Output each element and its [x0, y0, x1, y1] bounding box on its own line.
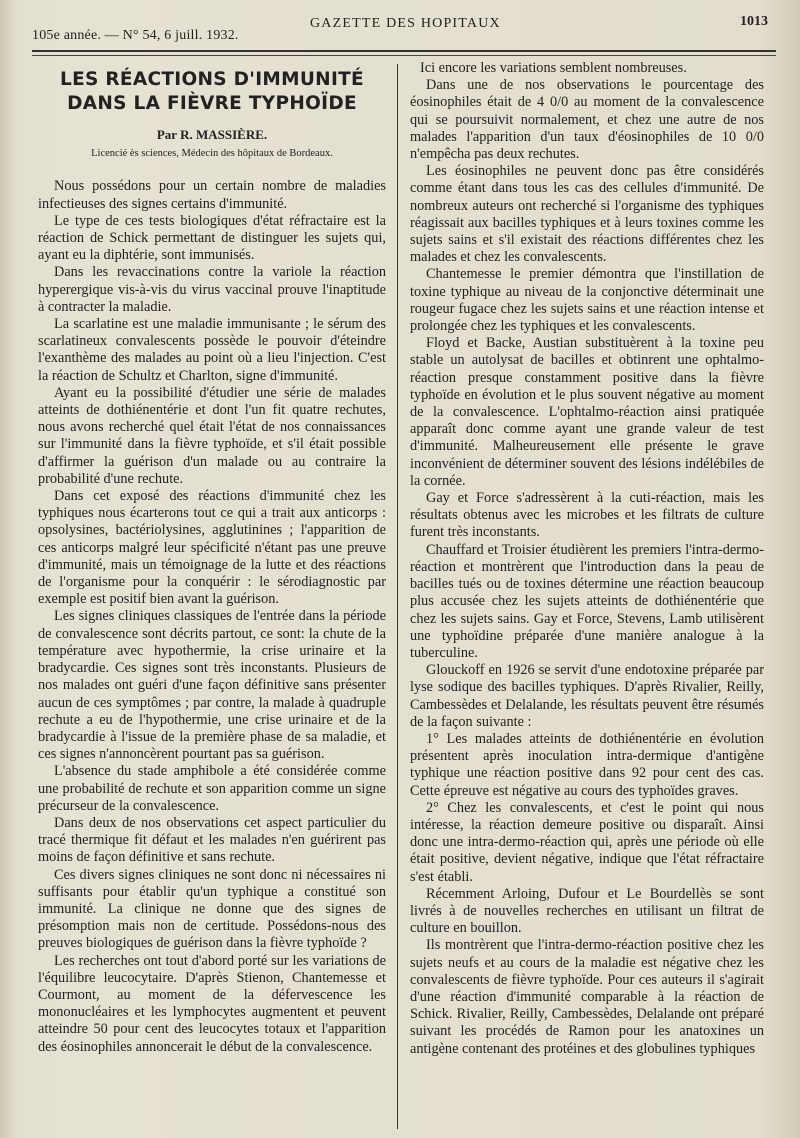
title-line-2: DANS LA FIÈVRE TYPHOÏDE	[67, 93, 357, 114]
paragraph: 2° Chez les convalescents, et c'est le point qui nous intéresse, la réaction demeure positive ou disparaît. Ainsi donc une intra-dermo-réaction qui, après une période où elle était positive, devient négative, indique que l'état réfractaire s'est établi.	[410, 799, 764, 885]
paragraph: Les éosinophiles ne peuvent donc pas être considérés comme étant dans tous les cas des cellules d'immunité. De nombreux auteurs ont recherché si l'organisme des typhiques réagissait aux bacilles typhiques et à leurs toxines comme les sujets sains et s'il existait des réactions différentes chez les malades et chez les convalescents.	[410, 163, 764, 266]
paragraph: Dans deux de nos observations cet aspect particulier du tracé thermique fit défaut et les malades n'en guérirent pas moins de façon définitive et sans rechute.	[38, 814, 386, 866]
paragraph: L'absence du stade amphibole a été considérée comme une probabilité de rechute et son apparition comme un signe précurseur de la convalescence.	[38, 763, 386, 814]
paragraph: Gay et Force s'adressèrent à la cuti-réaction, mais les résultats obtenus avec les microbes et les filtrats de culture furent très inconstants.	[410, 490, 764, 541]
paragraph: Ici encore les variations semblent nombreuses.	[420, 60, 687, 76]
paragraph: 1° Les malades atteints de dothiénentérie en évolution présentent après inoculation intra-dermique d'antigène typhique une réaction positive dans 92 pour cent des cas. Cette épreuve est négative au cours des typhoïdes graves.	[410, 730, 764, 799]
paragraph: Dans les revaccinations contre la variole la réaction hyperergique vis-à-vis du virus vaccinal prouve l'inaptitude à contracter la maladie.	[38, 264, 386, 315]
paragraph: Dans une de nos observations le pourcentage des éosinophiles était de 4 0/0 au moment de la convalescence qui se poursuivit normalement, et chez une autre de nos malades l'apparition d'un taux d'éosinophiles de 10 0/0 n'empêcha pas deux rechutes.	[410, 77, 764, 163]
paragraph: Ces divers signes cliniques ne sont donc ni nécessaires ni suffisants pour établir qu'un typhique a constitué son immunité. La clinique ne donne que des signes de présomption mais non de certitude. Possédons-nous des preuves biologiques de guérison dans la fièvre typhoïde ?	[38, 866, 386, 952]
column-divider	[397, 64, 398, 1129]
paragraph: La scarlatine est une maladie immunisante ; le sérum des scarlatineux convalescents possède le pouvoir d'éteindre l'exanthème des malades au point où a lieu l'injection. C'est la réaction de Schultz et Charlton, signe d'immunité.	[38, 316, 386, 384]
article-title	[38, 68, 386, 116]
paragraph: Les recherches ont tout d'abord porté sur les variations de l'équilibre leucocytaire. D'après Stienon, Chantemesse et Courmont, au moment de la défervescence les mononucléaires et les lymphocytes augmentent et peuvent atteindre 50 pour cent des leucocytes totaux et l'apparition des éosinophiles annoncerait le début de la convalescence.	[38, 952, 386, 1055]
paragraph: Glouckoff en 1926 se servit d'une endotoxine préparée par lyse sodique des bacilles typhiques. D'après Rivalier, Reilly, Cambessèdes et Delalande, les résultats peuvent être résumés de la façon suivante :	[410, 662, 764, 730]
paragraph: Chantemesse le premier démontra que l'instillation de toxine typhique au niveau de la conjonctive déterminait une rougeur fugace chez les sujets sains et une réaction intense et prolongée chez les typhiques et les convalescents.	[410, 266, 764, 335]
publication-title: GAZETTE DES HOPITAUX	[310, 16, 501, 31]
paragraph: Les signes cliniques classiques de l'entrée dans la période de convalescence sont décrits partout, ce sont: la chute de la température avec hypothermie, la crise urinaire et la bradycardie. Ces signes sont très inconstants. Plusieurs de nos malades ont guéri d'une façon définitive sans présenter aucun de ces symptômes ; par contre, la malade à quadruple rechute a eu de l'hypothermie, une crise urinaire et de la bradycardie à l'issue de la première phase de sa maladie, et ces signes n'annoncèrent pourtant pas sa guérison.	[38, 608, 386, 763]
left-column	[38, 62, 386, 1132]
issue-info: 105e année. — N° 54, 6 juill. 1932.	[32, 28, 239, 43]
page-number: 1013	[740, 14, 768, 29]
paragraph: Récemment Arloing, Dufour et Le Bourdellès se sont livrés à de nouvelles recherches en utilisant un filtrat de culture en bouillon.	[410, 885, 764, 937]
paragraph: Ayant eu la possibilité d'étudier une série de malades atteints de dothiénentérie et dont l'un fit quatre rechutes, nous avons recherché quel était l'état de nos connaissances sur l'immunité dans la fièvre typhoïde, et s'il était possible d'affirmer la guérison d'un malade ou au contraire la probabilité d'une rechute.	[38, 384, 386, 487]
author-affiliation: Licencié ès sciences, Médecin des hôpitaux de Bordeaux.	[91, 148, 333, 160]
header-rule	[32, 50, 776, 52]
header-rule-thin	[32, 55, 776, 56]
paragraph: Nous possédons pour un certain nombre de maladies infectieuses des signes certains d'immunité.	[38, 178, 386, 212]
title-line-1: LES RÉACTIONS D'IMMUNITÉ	[59, 69, 364, 90]
paragraph: Chauffard et Troisier étudièrent les premiers l'intra-dermo-réaction et montrèrent que l'introduction dans la peau de bacilles tués ou de toxines détermine une réaction beaucoup plus accusée chez les sujets atteints de dothiénentérie que chez les sujets sains. Gay et Force, Stevens, Lamb utilisèrent une typhoïdine préparée d'une manière analogue à la tuberculine.	[410, 541, 764, 661]
left-column-body	[38, 178, 386, 1055]
paragraph: Ils montrèrent que l'intra-dermo-réaction positive chez les sujets neufs et au cours de la maladie est négative chez les convalescents de fièvre typhoïde. Pour ces auteurs il s'agirait d'une réaction d'immunité comparable à la réaction de Schick. Rivalier, Reilly, Cambessèdes, Delalande ont préparé suivant les procédés de Ramon pour les anatoxines un antigène contenant des protéines et des globulines typhiques	[410, 937, 764, 1057]
right-column-body	[410, 60, 764, 1058]
page-header	[32, 12, 772, 46]
paragraph: Le type de ces tests biologiques d'état réfractaire est la réaction de Schick permettant de distinguer les sujets qui, ayant eu la diphtérie, sont immunisés.	[38, 212, 386, 264]
paragraph: Dans cet exposé des réactions d'immunité chez les typhiques nous écarterons tout ce qui a trait aux anticorps : opsolysines, bactériolysines, agglutinines ; l'apparition de ces anticorps malgré leur spécificité n'étant pas une preuve d'immunité, mais un témoignage de la lutte et des réactions de l'organisme pour la conquérir : le sérodiagnostic par exemple est positif bien avant la guérison.	[38, 488, 386, 608]
paragraph: Floyd et Backe, Austian substituèrent à la toxine peu stable un autolysat de bacilles et obtinrent une ophtalmo-réaction presque constamment positive dans la fièvre typhoïde en évolution et le plus souvent négative au moment de la convalescence. L'ophtalmo-réaction ainsi pratiquée apparaît donc comme ayant une grande valeur de test d'immunité. Malheureusement elle présente le grave inconvénient de déterminer souvent des lésions indélébiles de la cornée.	[410, 335, 764, 489]
right-column	[410, 60, 764, 1130]
article-byline: Par R. MASSIÈRE.	[156, 127, 268, 142]
